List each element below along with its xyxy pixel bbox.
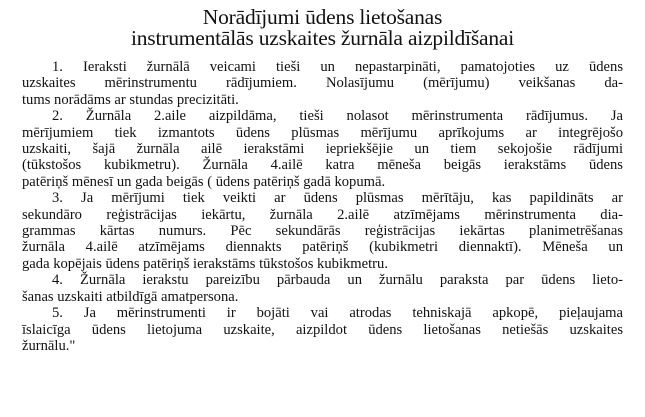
instruction-item-2	[22, 108, 623, 190]
document-title	[22, 7, 623, 49]
title-line-2: instrumentālās uzskaites žurnāla aizpildīšanai	[130, 26, 515, 50]
text-line: gada kopējais ūdens patēriņš ierakstāms tūkstošos kubikmetru.	[22, 255, 388, 272]
text-line: žurnālu."	[22, 337, 76, 354]
text-line: īslaicīga ūdens lietojuma uzskaite, aizpildot ūdens lietošanas netiešās uzskaites	[22, 321, 623, 338]
instruction-item-4	[22, 272, 623, 305]
text-line: 3. Ja mērījumi tiek veikti ar ūdens plūsmas mērītāju, kas papildināts ar	[52, 190, 623, 207]
text-line: 5. Ja mērinstrumenti ir bojāti vai atrodas tehniskajā apkopē, pieļaujama	[52, 305, 623, 322]
text-line: grammas kārtas numurs. Pēc sekundārās reģistrācijas iekārtas planimetrēšanas	[22, 223, 623, 240]
text-line: uzskaiti, šajā žurnāla ailē ierakstāmi iepriekšējie un tiem sekojošie rādījumi	[22, 141, 623, 158]
title-line-1: Norādījumi ūdens lietošanas	[202, 5, 443, 29]
text-line: sekundāro reģistrācijas iekārtu, žurnāla 2.ailē atzīmējams mērinstrumenta dia-	[22, 206, 623, 223]
text-line: uzskaites mērinstrumentu rādījumiem. Nolasījumu (mērījumu) veikšanas da-	[22, 75, 623, 92]
instruction-list	[22, 59, 623, 354]
text-line: 2. Žurnāla 2.aile aizpildāma, tieši nolasot mērinstrumenta rādījumus. Ja	[52, 108, 623, 125]
text-line: tums norādāms ar stundas precizitāti.	[22, 91, 239, 108]
text-line: 4. Žurnāla ierakstu pareizību pārbauda un žurnālu paraksta par ūdens lieto-	[52, 272, 623, 289]
instruction-item-5	[22, 305, 623, 354]
text-line: mērījumiem tiek izmantots ūdens plūsmas mērījumu aprīkojums ar integrējošo	[22, 124, 623, 141]
text-line: šanas uzskaiti atbildīgā amatpersona.	[22, 288, 239, 305]
text-line: (tūkstošos kubikmetru). Žurnāla 4.ailē katra mēneša beigās ierakstāms ūdens	[22, 157, 623, 174]
text-line: patēriņš mēnesī un gada beigās ( ūdens patēriņš gadā kopumā.	[22, 173, 386, 190]
text-line: 1. Ieraksti žurnālā veicami tieši un nepastarpināti, pamatojoties uz ūdens	[52, 59, 623, 75]
instruction-item-3	[22, 190, 623, 272]
instruction-item-1	[22, 59, 623, 108]
text-line: žurnāla 4.ailē atzīmējams diennakts patēriņš (kubikmetri diennaktī). Mēneša un	[22, 239, 623, 256]
